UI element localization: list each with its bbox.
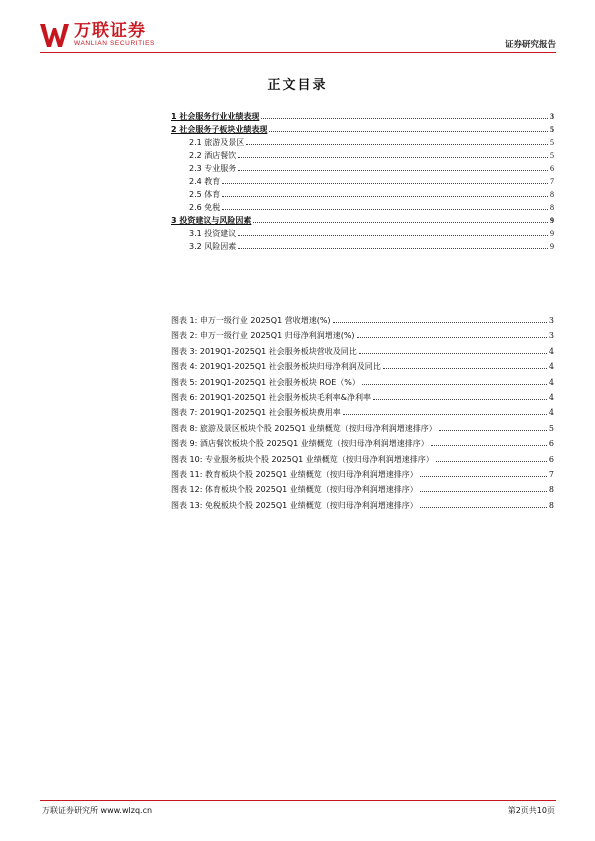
dot-leader — [343, 414, 547, 415]
footer-website: 万联证券研究所 www.wlzq.cn — [42, 806, 153, 815]
toc-entry-page: 5 — [550, 125, 554, 134]
toc-entry-label: 3 投资建议与风险因素 — [171, 216, 252, 225]
figure-entry-label: 图表 5: 2019Q1-2025Q1 社会服务板块 ROE（%） — [171, 377, 360, 387]
dot-leader — [261, 118, 548, 119]
page-title: 正文目录 — [267, 78, 328, 93]
dot-leader — [269, 131, 548, 132]
figure-entry-label: 图表 12: 体育板块个股 2025Q1 业绩概览（按归母净利润增速排序） — [171, 485, 418, 495]
dot-leader — [420, 491, 547, 492]
report-type-label: 证券研究报告 — [504, 40, 556, 50]
figure-entry-page: 6 — [548, 454, 554, 464]
figure-entry-page: 3 — [548, 316, 554, 325]
toc-entry-label: 2.1 旅游及景区 — [189, 138, 245, 147]
figure-entry-page: 6 — [548, 439, 554, 449]
toc-entry-label: 2.6 免税 — [189, 203, 221, 212]
dot-leader — [333, 322, 547, 323]
wanlian-logo-icon — [40, 22, 70, 48]
dot-leader — [357, 337, 547, 338]
figure-entry-label: 图表 3: 2019Q1-2025Q1 社会服务板块营收及同比 — [171, 346, 357, 356]
figure-entry-page: 8 — [548, 485, 554, 495]
toc-entry-page: 9 — [550, 216, 554, 225]
figure-entry-label: 图表 11: 教育板块个股 2025Q1 业绩概览（按归母净利润增速排序） — [171, 469, 418, 479]
header-divider — [40, 52, 556, 53]
toc-entry-page: 7 — [550, 177, 554, 186]
toc-entry[interactable] — [171, 201, 554, 214]
toc-entry-page: 9 — [550, 242, 554, 251]
toc-entry[interactable] — [171, 110, 554, 123]
figure-entry-label: 图表 1: 申万一级行业 2025Q1 营收增速(%) — [171, 316, 331, 325]
figure-entry-page: 4 — [548, 362, 554, 372]
toc-entry[interactable] — [171, 136, 554, 149]
figure-entry-page: 4 — [548, 408, 554, 418]
toc-entry-label: 3.2 风险因素 — [189, 242, 237, 251]
dot-leader — [238, 235, 548, 236]
figure-entry-page: 3 — [548, 331, 554, 341]
dot-leader — [362, 384, 547, 385]
logo-chinese-name: 万联证券 — [74, 21, 146, 41]
toc-entry[interactable] — [171, 175, 554, 188]
figure-entry[interactable] — [171, 344, 554, 359]
company-logo — [40, 22, 155, 50]
figure-entry[interactable] — [171, 313, 554, 328]
dot-leader — [383, 368, 547, 369]
toc-entry[interactable] — [171, 240, 554, 253]
figure-entry[interactable] — [171, 498, 554, 513]
dot-leader — [431, 445, 547, 446]
dot-leader — [436, 461, 547, 462]
toc-entry-page: 5 — [550, 138, 554, 147]
figure-entry-page: 5 — [548, 423, 554, 433]
toc-entry-label: 3.1 投资建议 — [189, 229, 237, 238]
figure-entry[interactable] — [171, 405, 554, 420]
figure-entry[interactable] — [171, 436, 554, 451]
toc-entry-label: 2 社会服务子板块业绩表现 — [171, 125, 268, 134]
figure-entry[interactable] — [171, 482, 554, 497]
toc-entry[interactable] — [171, 214, 554, 227]
list-of-figures — [171, 313, 554, 513]
dot-leader — [373, 399, 547, 400]
page-number: 第2页共10页 — [507, 806, 555, 815]
figure-entry[interactable] — [171, 452, 554, 467]
logo-english-name: WANLIAN SECURITIES — [74, 40, 155, 47]
dot-leader — [238, 170, 548, 171]
toc-entry[interactable] — [171, 149, 554, 162]
figure-entry-label: 图表 13: 免税板块个股 2025Q1 业绩概览（按归母净利润增速排序） — [171, 500, 418, 510]
figure-entry[interactable] — [171, 390, 554, 405]
toc-entry-label: 1 社会服务行业业绩表现 — [171, 112, 260, 121]
dot-leader — [253, 222, 548, 223]
table-of-contents — [171, 110, 554, 253]
toc-entry[interactable] — [171, 227, 554, 240]
toc-entry-label: 2.2 酒店餐饮 — [189, 151, 237, 160]
figure-entry-label: 图表 6: 2019Q1-2025Q1 社会服务板块毛利率&净利率 — [171, 392, 372, 402]
toc-entry-label: 2.4 教育 — [189, 177, 221, 186]
toc-entry-page: 8 — [550, 203, 554, 212]
figure-entry[interactable] — [171, 421, 554, 436]
figure-entry-label: 图表 10: 专业服务板块个股 2025Q1 业绩概览（按归母净利润增速排序） — [171, 454, 434, 464]
figure-entry-page: 4 — [548, 392, 554, 402]
dot-leader — [222, 183, 548, 184]
toc-entry[interactable] — [171, 162, 554, 175]
figure-entry-label: 图表 7: 2019Q1-2025Q1 社会服务板块费用率 — [171, 408, 341, 418]
figure-entry-label: 图表 9: 酒店餐饮板块个股 2025Q1 业绩概览（按归母净利润增速排序） — [171, 439, 429, 449]
figure-entry-page: 4 — [548, 346, 554, 356]
figure-entry-page: 8 — [548, 500, 554, 510]
toc-entry-page: 8 — [550, 190, 554, 199]
dot-leader — [246, 144, 548, 145]
dot-leader — [420, 476, 547, 477]
toc-entry-page: 5 — [550, 151, 554, 160]
figure-entry-page: 7 — [548, 469, 554, 479]
dot-leader — [238, 157, 548, 158]
dot-leader — [222, 196, 548, 197]
toc-entry-page: 9 — [550, 229, 554, 238]
figure-entry[interactable] — [171, 359, 554, 374]
figure-entry-label: 图表 4: 2019Q1-2025Q1 社会服务板块归母净利润及同比 — [171, 362, 381, 372]
dot-leader — [359, 353, 547, 354]
dot-leader — [420, 507, 547, 508]
page-header — [40, 22, 556, 52]
figure-entry[interactable] — [171, 328, 554, 343]
toc-entry[interactable] — [171, 188, 554, 201]
dot-leader — [439, 430, 547, 431]
toc-entry[interactable] — [171, 123, 554, 136]
toc-entry-page: 3 — [550, 112, 554, 121]
figure-entry[interactable] — [171, 375, 554, 390]
dot-leader — [222, 209, 548, 210]
figure-entry-label: 图表 2: 申万一级行业 2025Q1 归母净利润增速(%) — [171, 331, 355, 341]
figure-entry-label: 图表 8: 旅游及景区板块个股 2025Q1 业绩概览（按归母净利润增速排序） — [171, 423, 437, 433]
toc-entry-label: 2.5 体育 — [189, 190, 221, 199]
dot-leader — [238, 248, 548, 249]
toc-entry-page: 6 — [550, 164, 554, 173]
figure-entry-page: 4 — [548, 377, 554, 387]
figure-entry[interactable] — [171, 467, 554, 482]
toc-entry-label: 2.3 专业服务 — [189, 164, 237, 173]
footer-divider — [40, 800, 556, 801]
